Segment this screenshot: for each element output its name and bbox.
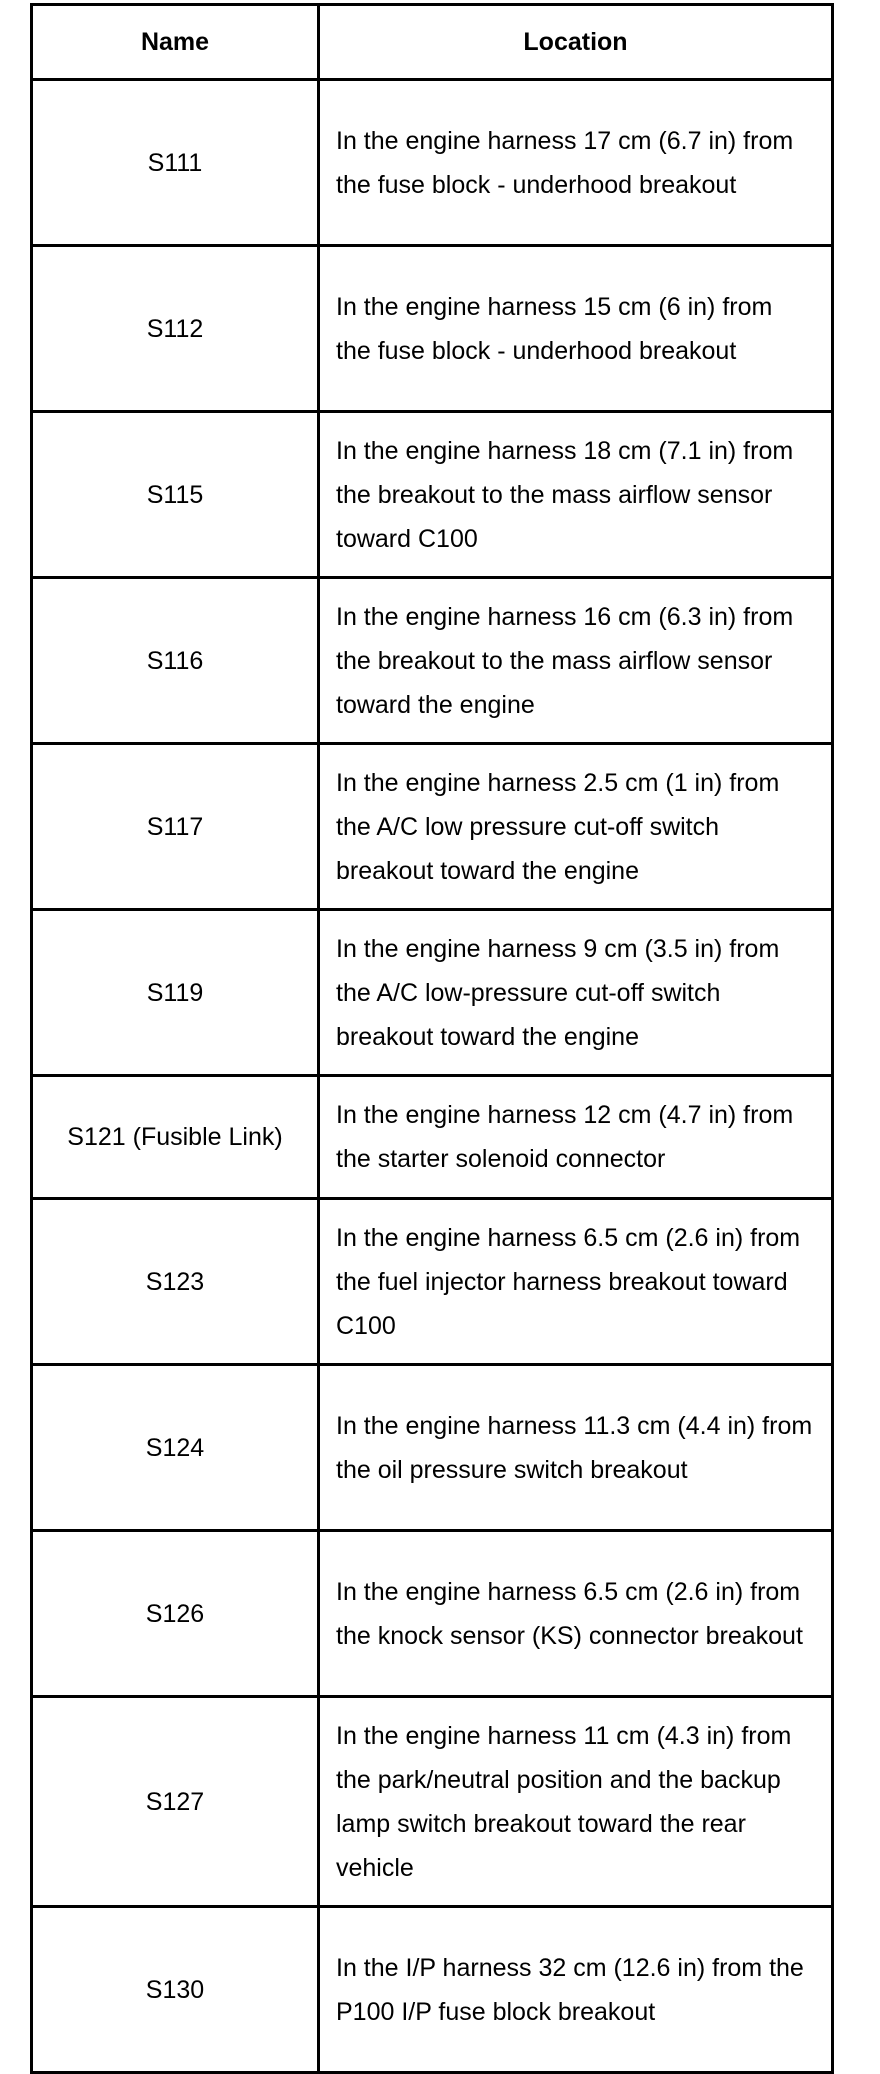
splice-location-cell: In the engine harness 6.5 cm (2.6 in) from the fuel injector harness breakout toward C100 — [319, 1199, 833, 1365]
table-row — [32, 910, 833, 1076]
splice-name-cell: S115 — [32, 412, 319, 578]
splice-name-cell: S116 — [32, 578, 319, 744]
splice-location-table — [30, 3, 834, 2074]
splice-name-cell: S121 (Fusible Link) — [32, 1076, 319, 1199]
splice-location-cell: In the engine harness 12 cm (4.7 in) from the starter solenoid connector — [319, 1076, 833, 1199]
splice-location-cell: In the engine harness 6.5 cm (2.6 in) from the knock sensor (KS) connector breakout — [319, 1531, 833, 1697]
table-row — [32, 1076, 833, 1199]
splice-name-cell: S111 — [32, 80, 319, 246]
table-row — [32, 412, 833, 578]
splice-location-cell: In the engine harness 17 cm (6.7 in) from the fuse block - underhood breakout — [319, 80, 833, 246]
splice-location-cell: In the engine harness 11.3 cm (4.4 in) from the oil pressure switch breakout — [319, 1365, 833, 1531]
splice-location-cell: In the engine harness 2.5 cm (1 in) from the A/C low pressure cut-off switch breakout toward the engine — [319, 744, 833, 910]
name-column-header: Name — [32, 5, 319, 80]
table-row — [32, 578, 833, 744]
splice-name-cell: S130 — [32, 1907, 319, 2073]
splice-name-cell: S117 — [32, 744, 319, 910]
table-row — [32, 1199, 833, 1365]
table-header-row — [32, 5, 833, 80]
splice-name-cell: S126 — [32, 1531, 319, 1697]
splice-location-cell: In the engine harness 9 cm (3.5 in) from the A/C low-pressure cut-off switch breakout toward the engine — [319, 910, 833, 1076]
splice-location-cell: In the I/P harness 32 cm (12.6 in) from the P100 I/P fuse block breakout — [319, 1907, 833, 2073]
table-row — [32, 246, 833, 412]
table-row — [32, 1697, 833, 1907]
table-row — [32, 80, 833, 246]
splice-location-cell: In the engine harness 18 cm (7.1 in) from the breakout to the mass airflow sensor toward C100 — [319, 412, 833, 578]
splice-name-cell: S124 — [32, 1365, 319, 1531]
splice-name-cell: S119 — [32, 910, 319, 1076]
splice-name-cell: S112 — [32, 246, 319, 412]
location-column-header: Location — [319, 5, 833, 80]
splice-location-table-container — [30, 3, 831, 2074]
splice-name-cell: S127 — [32, 1697, 319, 1907]
splice-location-cell: In the engine harness 15 cm (6 in) from the fuse block - underhood breakout — [319, 246, 833, 412]
table-row — [32, 1365, 833, 1531]
splice-location-cell: In the engine harness 11 cm (4.3 in) from the park/neutral position and the backup lamp switch breakout toward the rear vehicle — [319, 1697, 833, 1907]
table-row — [32, 1531, 833, 1697]
table-row — [32, 744, 833, 910]
table-row — [32, 1907, 833, 2073]
splice-name-cell: S123 — [32, 1199, 319, 1365]
splice-location-cell: In the engine harness 16 cm (6.3 in) from the breakout to the mass airflow sensor toward the engine — [319, 578, 833, 744]
